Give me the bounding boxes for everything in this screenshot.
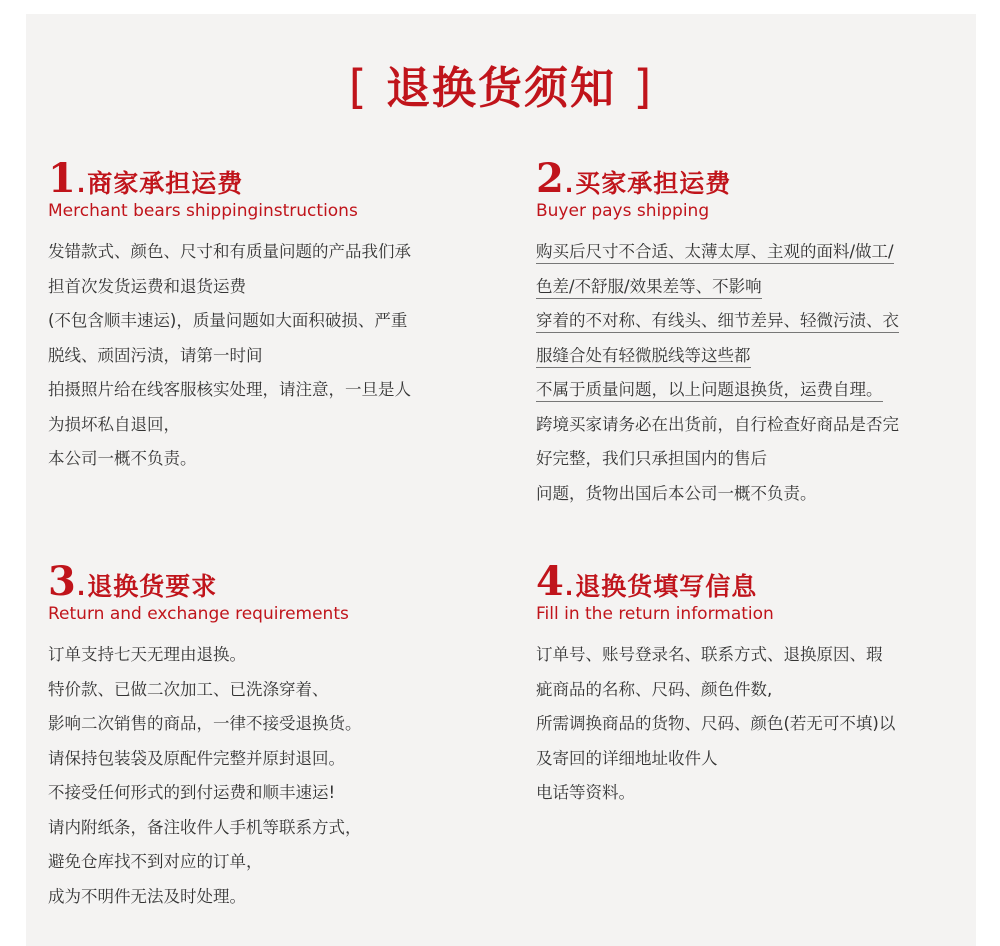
body-line: 拍摄照片给在线客服核实处理，请注意，一旦是人 <box>48 380 411 399</box>
body-line: 请保持包装袋及原配件完整并原封退回。 <box>48 748 345 768</box>
body-line: 问题，货物出国后本公司一概不负责。 <box>536 483 817 503</box>
body-line: 服缝合处有轻微脱线等这些都 <box>536 339 899 374</box>
body-line: 色差/不舒服/效果差等、不影响 <box>536 270 899 305</box>
section-heading <box>536 558 895 605</box>
section-title: 退换货填写信息 <box>575 572 758 601</box>
body-line: 所需调换商品的货物、尺码、颜色(若无可不填)以 <box>536 714 896 733</box>
section-body <box>536 235 899 511</box>
section-return-requirements <box>48 558 362 914</box>
title-bracket-close: ] <box>633 60 654 114</box>
section-body <box>48 638 362 914</box>
body-line: 成为不明件无法及时处理。 <box>48 886 246 906</box>
section-title: 买家承担运费 <box>575 169 732 198</box>
body-line: 请内附纸条，备注收件人手机等联系方式， <box>48 817 362 837</box>
section-body <box>48 235 411 477</box>
body-line: 穿着的不对称、有线头、细节差异、轻微污渍、衣 <box>536 304 899 339</box>
body-line: 特价款、已做二次加工、已洗涤穿着、 <box>48 679 329 699</box>
section-buyer-pays <box>536 155 899 511</box>
body-line: 不接受任何形式的到付运费和顺丰速运! <box>48 783 336 802</box>
section-merchant-pays <box>48 155 411 477</box>
section-subtitle: Merchant bears shippinginstructions <box>48 201 358 221</box>
body-line: 疵商品的名称、尺码、颜色件数, <box>536 679 773 699</box>
section-heading <box>536 155 899 202</box>
title-text: 退换货须知 <box>386 63 616 114</box>
section-number-dot: . <box>76 576 86 601</box>
body-line: 购买后尺寸不合适、太薄太厚、主观的面料/做工/ <box>536 235 899 270</box>
section-subtitle: Return and exchange requirements <box>48 604 349 624</box>
body-line: 订单号、账号登录名、联系方式、退换原因、瑕 <box>536 645 883 664</box>
section-subtitle: Fill in the return information <box>536 604 774 624</box>
body-line: 订单支持七天无理由退换。 <box>48 645 246 664</box>
body-line: 为损坏私自退回， <box>48 414 180 434</box>
body-line: 电话等资料。 <box>536 783 635 802</box>
section-subtitle: Buyer pays shipping <box>536 201 710 221</box>
body-line: 及寄回的详细地址收件人 <box>536 748 718 768</box>
body-line: 避免仓库找不到对应的订单， <box>48 852 263 871</box>
section-number-dot: . <box>564 576 574 601</box>
section-title: 商家承担运费 <box>87 169 244 198</box>
section-return-info <box>536 558 896 811</box>
section-number: 3 <box>48 558 76 605</box>
body-line: (不包含顺丰速运)，质量问题如大面积破损、严重 <box>48 311 408 330</box>
section-heading <box>48 558 362 605</box>
body-line: 脱线、顽固污渍，请第一时间 <box>48 345 263 365</box>
section-number-dot: . <box>564 173 574 198</box>
body-line: 跨境买家请务必在出货前，自行检查好商品是否完 <box>536 414 899 434</box>
title-bracket-open: [ <box>348 60 369 114</box>
body-line: 影响二次销售的商品，一律不接受退换货。 <box>48 714 362 733</box>
section-heading <box>48 155 411 202</box>
body-line: 不属于质量问题，以上问题退换货，运费自理。 <box>536 373 899 408</box>
page-title <box>26 62 976 113</box>
notice-panel <box>26 14 976 946</box>
section-number: 2 <box>536 155 564 202</box>
body-line: 好完整，我们只承担国内的售后 <box>536 449 767 468</box>
section-number: 4 <box>536 558 564 605</box>
section-number-dot: . <box>76 173 86 198</box>
body-line: 本公司一概不负责。 <box>48 449 197 468</box>
section-body <box>536 638 895 811</box>
section-number: 1 <box>48 155 76 202</box>
body-line: 发错款式、颜色、尺寸和有质量问题的产品我们承 <box>48 242 411 261</box>
body-line: 担首次发货运费和退货运费 <box>48 276 246 296</box>
section-title: 退换货要求 <box>87 572 218 601</box>
